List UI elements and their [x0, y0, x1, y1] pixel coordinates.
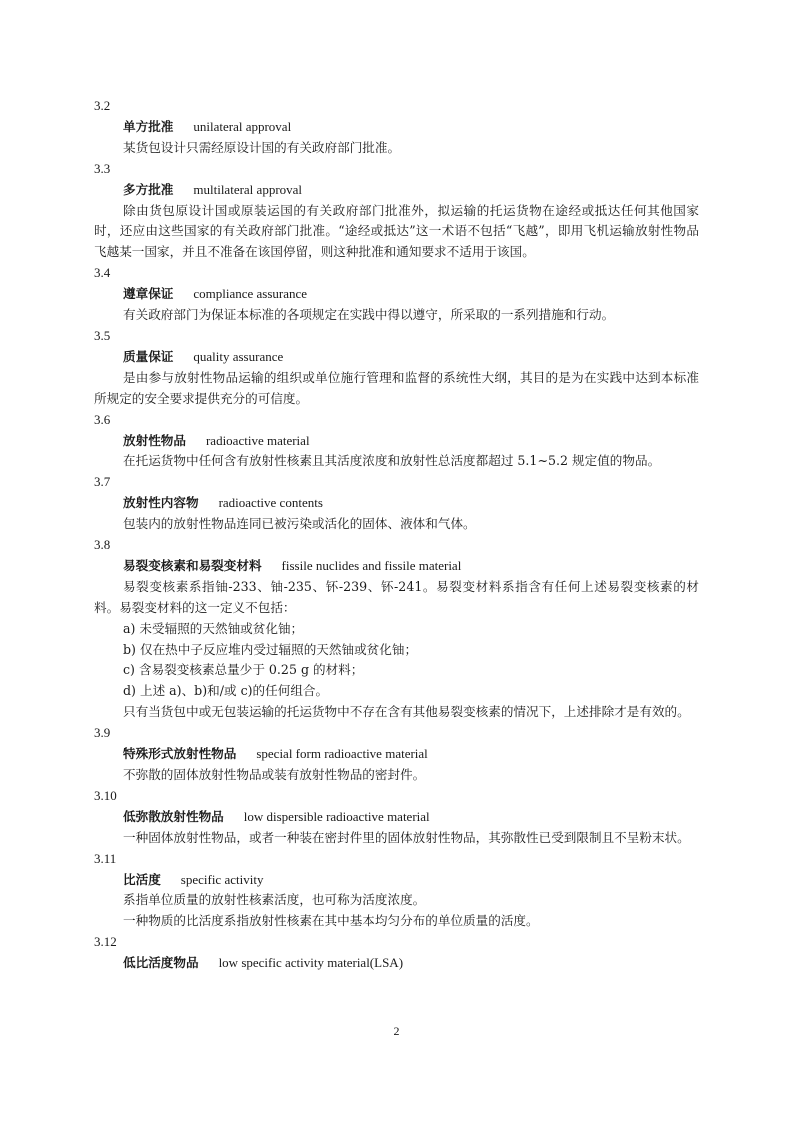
definition-section	[94, 535, 699, 723]
term-chinese: 比活度	[123, 871, 161, 887]
term-english: radioactive contents	[218, 495, 323, 511]
definition-text: 不弥散的固体放射性物品或装有放射性物品的密封件。	[123, 767, 426, 782]
definition-text: 一种固体放射性物品，或者一种装在密封件里的固体放射性物品，其弥散性已受到限制且不呈粉末状。	[123, 829, 690, 845]
list-item: b) 仅在热中子反应堆内受过辐照的天然铀或贫化铀；	[123, 641, 418, 657]
definition-text: 某货包设计只需经原设计国的有关政府部门批准。	[123, 139, 401, 155]
definition-section	[94, 723, 699, 786]
definition-section	[94, 159, 699, 264]
term-heading	[94, 870, 699, 891]
term-chinese: 放射性内容物	[123, 495, 199, 511]
definition-section	[94, 96, 699, 159]
term-english: multilateral approval	[193, 181, 303, 197]
section-number: 3.6	[94, 411, 111, 427]
term-chinese: 遵章保证	[123, 286, 174, 302]
definition-section	[94, 472, 699, 535]
definition-text: 一种物质的比活度系指放射性核素在其中基本均匀分布的单位质量的活度。	[123, 913, 539, 929]
term-english: low specific activity material(LSA)	[218, 955, 404, 971]
definition-text: 在托运货物中任何含有放射性核素且其活度浓度和放射性总活度都超过 5.1~5.2 规定值的物品。	[123, 453, 661, 469]
definition-text: 系指单位质量的放射性核素活度，也可称为活度浓度。	[123, 892, 426, 908]
section-number: 3.9	[94, 725, 111, 741]
term-english: special form radioactive material	[256, 746, 428, 762]
term-english: quality assurance	[193, 348, 284, 364]
term-chinese: 单方批准	[123, 118, 174, 134]
definition-text: 易裂变核素系指铀-233、铀-235、钚-239、钚-241。易裂变材料系指含有任何上述易裂变核素的材料。易裂变材料的这一定义不包括：	[94, 578, 699, 615]
section-number: 3.3	[94, 160, 111, 176]
term-english: fissile nuclides and fissile material	[281, 557, 462, 573]
term-heading	[94, 347, 699, 368]
term-heading	[94, 431, 699, 452]
section-number: 3.10	[94, 787, 117, 803]
term-heading	[94, 807, 699, 828]
section-number: 3.5	[94, 327, 111, 343]
list-item: c) 含易裂变核素总量少于 0.25 g 的材料；	[123, 662, 364, 678]
section-number: 3.2	[94, 98, 111, 113]
term-heading	[94, 556, 699, 577]
term-chinese: 多方批准	[123, 181, 174, 197]
definition-text: 除由货包原设计国或原装运国的有关政府部门批准外，拟运输的托运货物在途经或抵达任何其他国家时，还应由这些国家的有关政府部门批准。“途经或抵达”这一术语不包括“飞越”，即用飞机运输放射性物品飞越某一国家，并且不准备在该国停留，则这种批准和通知要求不适用于该国。	[94, 202, 699, 260]
term-english: specific activity	[180, 871, 264, 887]
section-number: 3.8	[94, 537, 111, 553]
list-item: d) 上述 a)、b)和/或 c)的任何组合。	[123, 683, 329, 699]
document-body	[94, 96, 699, 974]
list-item: a) 未受辐照的天然铀或贫化铀；	[123, 620, 304, 636]
definition-text: 是由参与放射性物品运输的组织或单位施行管理和监督的系统性大纲，其目的是为在实践中达到本标准所规定的安全要求提供充分的可信度。	[94, 369, 699, 406]
term-chinese: 低弥散放射性物品	[123, 808, 224, 824]
section-number: 3.11	[94, 850, 117, 866]
page-number: 2	[393, 1024, 400, 1038]
definition-section	[94, 932, 699, 974]
term-chinese: 质量保证	[123, 348, 174, 364]
definition-text: 只有当货包中或无包装运输的托运货物中不存在含有其他易裂变核素的情况下，上述排除才是有效的。	[123, 704, 690, 720]
term-heading	[94, 953, 699, 974]
term-chinese: 易裂变核素和易裂变材料	[123, 557, 262, 573]
definition-section	[94, 326, 699, 410]
definition-section	[94, 786, 699, 849]
term-heading	[94, 744, 699, 765]
section-number: 3.7	[94, 474, 111, 490]
term-english: radioactive material	[205, 432, 310, 448]
term-heading	[94, 284, 699, 305]
term-english: unilateral approval	[193, 118, 292, 134]
term-english: compliance assurance	[193, 286, 308, 302]
definition-section	[94, 263, 699, 326]
term-chinese: 特殊形式放射性物品	[123, 746, 237, 762]
term-english: low dispersible radioactive material	[243, 808, 430, 824]
term-chinese: 放射性物品	[123, 432, 186, 448]
term-chinese: 低比活度物品	[123, 955, 199, 971]
definition-text: 有关政府部门为保证本标准的各项规定在实践中得以遵守，所采取的一系列措施和行动。	[123, 307, 615, 323]
term-heading	[94, 117, 699, 138]
term-heading	[94, 493, 699, 514]
section-number: 3.4	[94, 265, 111, 281]
definition-section	[94, 849, 699, 933]
term-heading	[94, 180, 699, 201]
section-number: 3.12	[94, 934, 117, 950]
definition-section	[94, 410, 699, 473]
definition-text: 包装内的放射性物品连同已被污染或活化的固体、液体和气体。	[123, 516, 476, 532]
